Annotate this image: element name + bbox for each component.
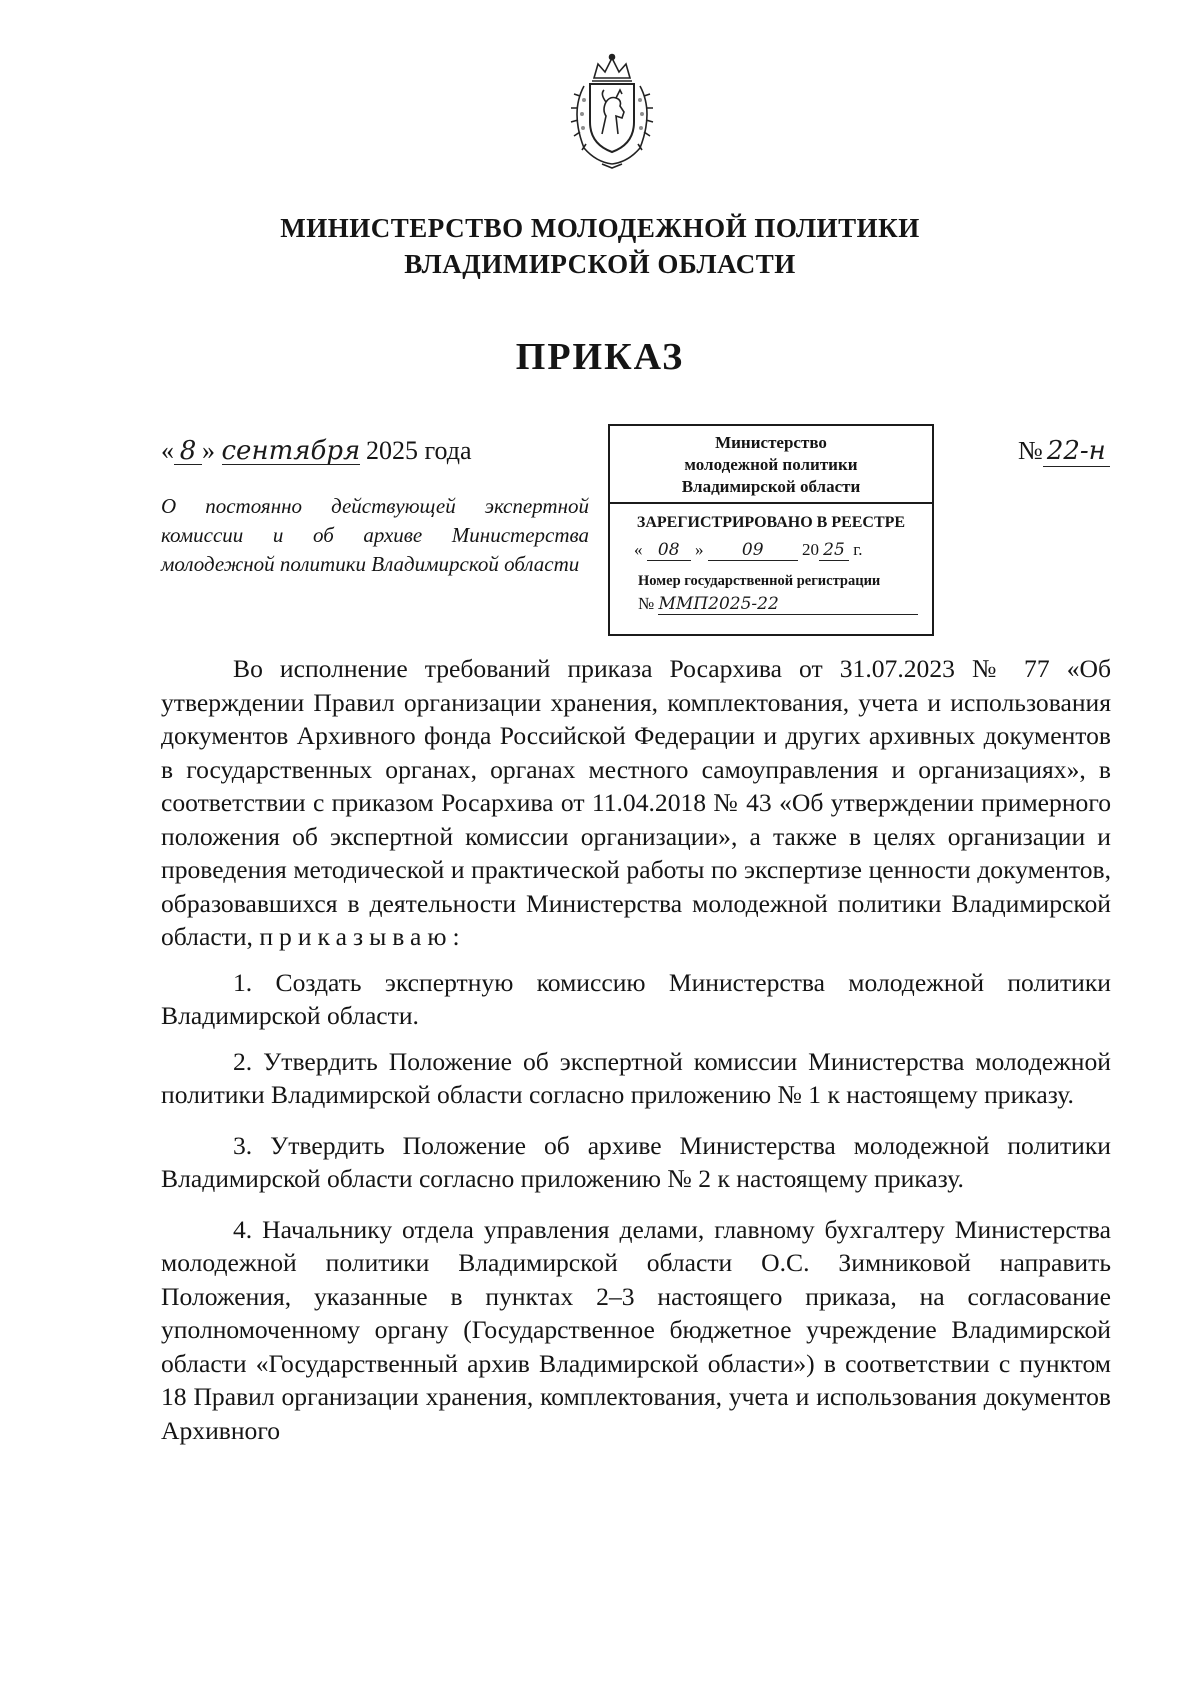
order-subject: О постоянно действующей экспертной комиссии и об архиве Министерства молодежной политики Владимирской области bbox=[161, 494, 589, 576]
order-number bbox=[1018, 436, 1110, 466]
stamp-registered-label: ЗАРЕГИСТРИРОВАНО В РЕЕСТРЕ bbox=[636, 514, 906, 531]
date-close-quote: » bbox=[202, 436, 215, 465]
stamp-date-day: 08 bbox=[647, 540, 691, 561]
document-type-title: ПРИКАЗ bbox=[515, 336, 685, 378]
ministry-name-line2: ВЛАДИМИРСКОЙ ОБЛАСТИ bbox=[404, 249, 796, 279]
stamp-number-value: ММП2025-22 bbox=[658, 594, 918, 615]
stamp-date-open-quote: « bbox=[634, 540, 643, 559]
preamble-order-word: приказываю: bbox=[259, 922, 466, 951]
date-open-quote: « bbox=[161, 436, 174, 465]
stamp-date-year-prefix: 20 bbox=[802, 540, 819, 559]
order-number-handwritten: 22-н bbox=[1043, 436, 1110, 467]
stamp-number-prefix: № bbox=[638, 594, 655, 613]
date-year: 2025 года bbox=[366, 436, 472, 465]
order-body bbox=[161, 652, 1111, 1464]
order-item-3: 3. Утвердить Положение об архиве Министерства молодежной политики Владимирской области согласно приложению № 2 к настоящему приказу. bbox=[161, 1130, 1111, 1193]
stamp-number-label: Номер государственной регистрации bbox=[638, 573, 881, 589]
stamp-organization bbox=[610, 426, 932, 504]
stamp-date-close-quote: » bbox=[695, 540, 704, 559]
preamble-text: Во исполнение требований приказа Росархива от 31.07.2023 № 77 «Об утверждении Правил организации хранения, комплектования, учета и использования документов Архивного фонда Российской Федерации и других архивных документов в государственных органах, органах местного самоуправления и организациях», в соответствии с приказом Росархива от 11.04.2018 № 43 «Об утверждении примерного положения об экспертной комиссии организации», а также в целях организации и проведения методической и практической работы по экспертизе ценности документов, образовавшихся в деятельности Министерства молодежной политики Владимирской области, bbox=[161, 654, 1111, 951]
date-day-handwritten: 8 bbox=[174, 438, 202, 465]
order-date bbox=[161, 436, 472, 466]
ministry-name-line1: МИНИСТЕРСТВО МОЛОДЕЖНОЙ ПОЛИТИКИ bbox=[280, 213, 920, 243]
order-item-4: 4. Начальнику отдела управления делами, главному бухгалтеру Министерства молодежной политики Владимирской области О.С. Зимниковой направить Положения, указанные в пунктах 2–3 настоящего приказа, на согласование уполномоченному органу (Государственное бюджетное учреждение Владимирской области «Государственный архив Владимирской области») в соответствии с пунктом 18 Правил организации хранения, комплектования, учета и использования документов Архивного bbox=[161, 1214, 1111, 1445]
stamp-date-g: г. bbox=[853, 540, 863, 559]
order-item-1: 1. Создать экспертную комиссию Министерства молодежной политики Владимирской области. bbox=[161, 967, 1111, 1030]
order-number-prefix: № bbox=[1018, 436, 1043, 465]
stamp-date-year-suffix: 25 bbox=[819, 540, 849, 561]
order-item-2: 2. Утвердить Положение об экспертной комиссии Министерства молодежной политики Владимирской области согласно приложению № 1 к настоящему приказу. bbox=[161, 1046, 1111, 1109]
registration-stamp bbox=[608, 424, 934, 636]
stamp-date-month: 09 bbox=[708, 540, 798, 561]
preamble-paragraph bbox=[161, 652, 1111, 954]
stamp-org-line3: Владимирской области bbox=[681, 477, 861, 496]
stamp-registration-date bbox=[634, 540, 932, 561]
stamp-org-line2: молодежной политики bbox=[684, 455, 858, 474]
date-month-handwritten: сентября bbox=[221, 436, 361, 466]
stamp-org-line1: Министерство bbox=[715, 433, 827, 452]
coat-of-arms-emblem bbox=[562, 52, 662, 170]
ministry-name bbox=[150, 210, 1050, 282]
stamp-number-line bbox=[638, 594, 932, 615]
